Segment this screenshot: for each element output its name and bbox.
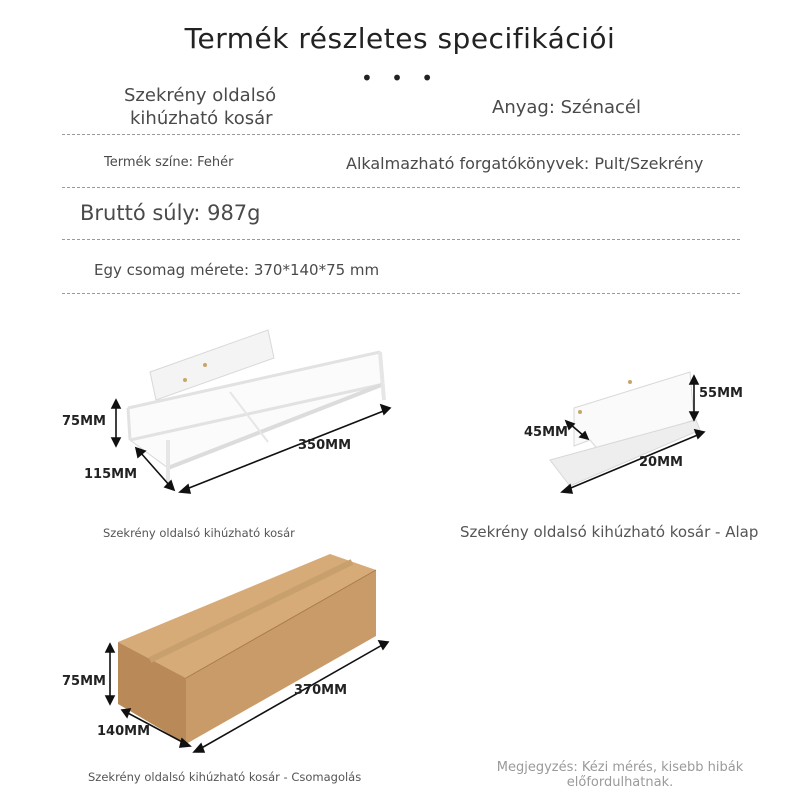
- spec-weight: Bruttó súly: 987g: [80, 201, 261, 225]
- basket-caption: Szekrény oldalsó kihúzható kosár: [103, 526, 295, 540]
- base-depth-label: 45MM: [524, 425, 568, 440]
- measurement-note: [470, 760, 770, 790]
- spec-color: Termék színe: Fehér: [104, 155, 234, 170]
- basket-length-label: 350MM: [298, 438, 352, 453]
- base-caption: Szekrény oldalsó kihúzható kosár - Alap: [460, 523, 759, 541]
- basket-illustration: [128, 330, 384, 486]
- page-title: Termék részletes specifikációi: [184, 22, 616, 55]
- box-depth-label: 140MM: [97, 724, 151, 739]
- box-length-label: 370MM: [294, 683, 348, 698]
- package-box-illustration: [118, 554, 376, 744]
- spec-product-name-line1: Szekrény oldalsó: [124, 85, 277, 106]
- box-height-label: 75MM: [62, 674, 106, 689]
- spec-package-size: Egy csomag mérete: 370*140*75 mm: [94, 261, 380, 279]
- base-height-label: 55MM: [699, 386, 743, 401]
- note-line-2: előfordulhatnak.: [566, 775, 674, 790]
- basket-height-label: 75MM: [62, 414, 106, 429]
- basket-depth-label: 115MM: [84, 467, 138, 482]
- spec-scenarios: Alkalmazható forgatókönyvek: Pult/Szekrény: [346, 154, 704, 173]
- spec-product-name-line2: kihúzható kosár: [130, 108, 273, 129]
- base-length-label: 20MM: [639, 455, 683, 470]
- title-dots: • • •: [360, 66, 440, 90]
- box-caption: Szekrény oldalsó kihúzható kosár - Csomagolás: [88, 770, 362, 784]
- spec-material: Anyag: Szénacél: [492, 97, 641, 118]
- note-line-1: Megjegyzés: Kézi mérés, kisebb hibák: [496, 760, 744, 775]
